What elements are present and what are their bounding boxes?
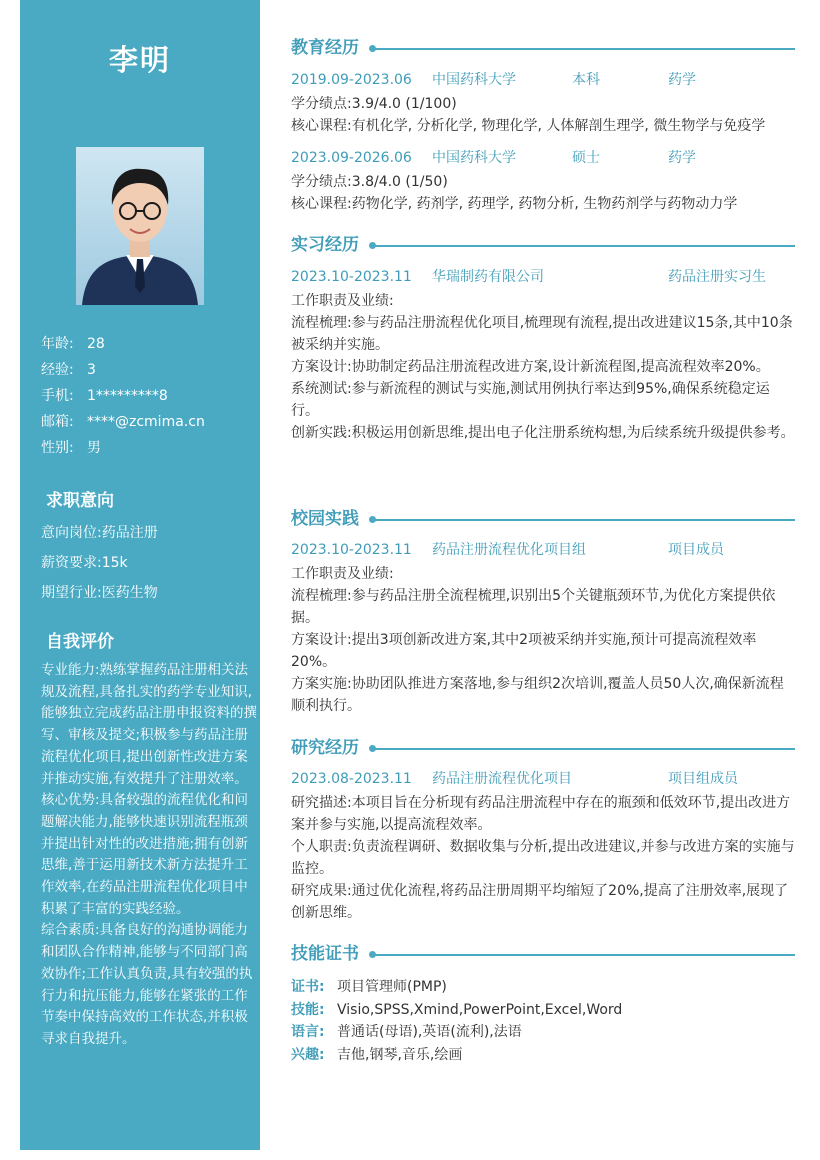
info-row: 邮箱: ****@zcmima.cn bbox=[41, 414, 205, 430]
campus-entry: 2023.10-2023.11 药品注册流程优化项目组 项目成员 bbox=[291, 542, 724, 558]
education-detail: 学分绩点:3.8/4.0 (1/50) 核心课程:药物化学, 药剂学, 药理学, 药物分析, 生物药剂学与药物动力学 bbox=[291, 174, 738, 212]
self-evaluation bbox=[41, 660, 261, 1051]
intent-title: 求职意向 bbox=[46, 491, 114, 511]
candidate-name: 李明 bbox=[108, 43, 171, 77]
section-title: 校园实践 bbox=[291, 507, 369, 531]
eval-paragraph: 综合素质:具备良好的沟通协调能力和团队合作精神,能够与不同部门高效协作;工作认真负责,具有较强的执行力和抗压能力,能够在紧张的工作节奏中保持高效的工作状态,并积极寻求自我提升。 bbox=[41, 922, 253, 1047]
skill-row: 技能: Visio,SPSS,Xmind,PowerPoint,Excel,Word bbox=[291, 1001, 623, 1018]
profile-photo bbox=[76, 147, 204, 305]
skill-row: 语言: 普通话(母语),英语(流利),法语 bbox=[291, 1024, 522, 1040]
research-entry: 2023.08-2023.11 药品注册流程优化项目 项目组成员 bbox=[291, 771, 738, 787]
intent-row: 薪资要求:15k bbox=[41, 555, 128, 571]
section-internship bbox=[291, 233, 795, 257]
internship-entry: 2023.10-2023.11 华瑞制药有限公司 药品注册实习生 bbox=[291, 269, 766, 285]
self-eval-title: 自我评价 bbox=[46, 632, 114, 652]
section-campus bbox=[291, 507, 795, 531]
skill-row: 兴趣: 吉他,钢琴,音乐,绘画 bbox=[291, 1046, 463, 1063]
education-entry: 2019.09-2023.06 中国药科大学 本科 药学 bbox=[291, 72, 696, 88]
campus-detail: 工作职责及业绩: 流程梳理:参与药品注册全流程梳理,识别出5个关键瓶颈环节,为优化方案提供依据。 方案设计:提出3项创新改进方案,其中2项被采纳并实施,预计可提高流程效率20%。 方案实施:协助团队推进方案落地,参与组织2次培训,覆盖人员50人次,确保新流程顺利执行。 bbox=[291, 566, 784, 714]
section-title: 实习经历 bbox=[291, 233, 369, 257]
internship-detail: 工作职责及业绩: 流程梳理:参与药品注册流程优化项目,梳理现有流程,提出改进建议15条,其中10条被采纳并实施。 方案设计:协助制定药品注册流程改进方案,设计新流程图,提高流程效率20%。 系统测试:参与新流程的测试与实施,测试用例执行率达到95%,确保系统稳定运行。 创新实践:积极运用创新思维,提出电子化注册系统构想,为后续系统升级提供参考。 bbox=[291, 293, 795, 441]
skills-list bbox=[291, 976, 795, 1066]
section-title: 教育经历 bbox=[291, 36, 369, 60]
skill-row: 证书: 项目管理师(PMP) bbox=[291, 979, 447, 995]
basic-info bbox=[41, 334, 251, 464]
education-entry: 2023.09-2026.06 中国药科大学 硕士 药学 bbox=[291, 150, 696, 166]
section-research bbox=[291, 736, 795, 760]
intent-row: 期望行业:医药生物 bbox=[41, 585, 158, 601]
eval-paragraph: 核心优势:具备较强的流程优化和问题解决能力,能够快速识别流程瓶颈并提出针对性的改进措施;拥有创新思维,善于运用新技术新方法提升工作效率,在药品注册流程优化项目中积累了丰富的实践经验。 bbox=[41, 792, 249, 917]
research-detail: 研究描述:本项目旨在分析现有药品注册流程中存在的瓶颈和低效环节,提出改进方案并参与实施,以提高流程效率。 个人职责:负责流程调研、数据收集与分析,提出改进建议,并参与改进方案的实施与监控。 研究成果:通过优化流程,将药品注册周期平均缩短了20%,提高了注册效率,展现了创新思维。 bbox=[291, 795, 795, 921]
sidebar bbox=[20, 0, 260, 1150]
section-title: 研究经历 bbox=[291, 736, 369, 760]
section-education bbox=[291, 36, 795, 60]
section-title: 技能证书 bbox=[291, 942, 369, 966]
info-row: 性别: 男 bbox=[41, 440, 101, 456]
info-row: 经验: 3 bbox=[41, 362, 96, 378]
section-skills bbox=[291, 942, 795, 966]
intent-row: 意向岗位:药品注册 bbox=[41, 525, 158, 541]
info-row: 手机: 1*********8 bbox=[41, 388, 168, 404]
job-intent bbox=[41, 523, 251, 613]
eval-paragraph: 专业能力:熟练掌握药品注册相关法规及流程,具备扎实的药学专业知识,能够独立完成药品注册申报资料的撰写、审核及提交;积极参与药品注册流程优化项目,提出创新性改进方案并推动实施,有效提升了注册效率。 bbox=[41, 662, 257, 787]
info-row: 年龄: 28 bbox=[41, 336, 105, 352]
education-detail: 学分绩点:3.9/4.0 (1/100) 核心课程:有机化学, 分析化学, 物理化学, 人体解剖生理学, 微生物学与免疫学 bbox=[291, 96, 766, 134]
